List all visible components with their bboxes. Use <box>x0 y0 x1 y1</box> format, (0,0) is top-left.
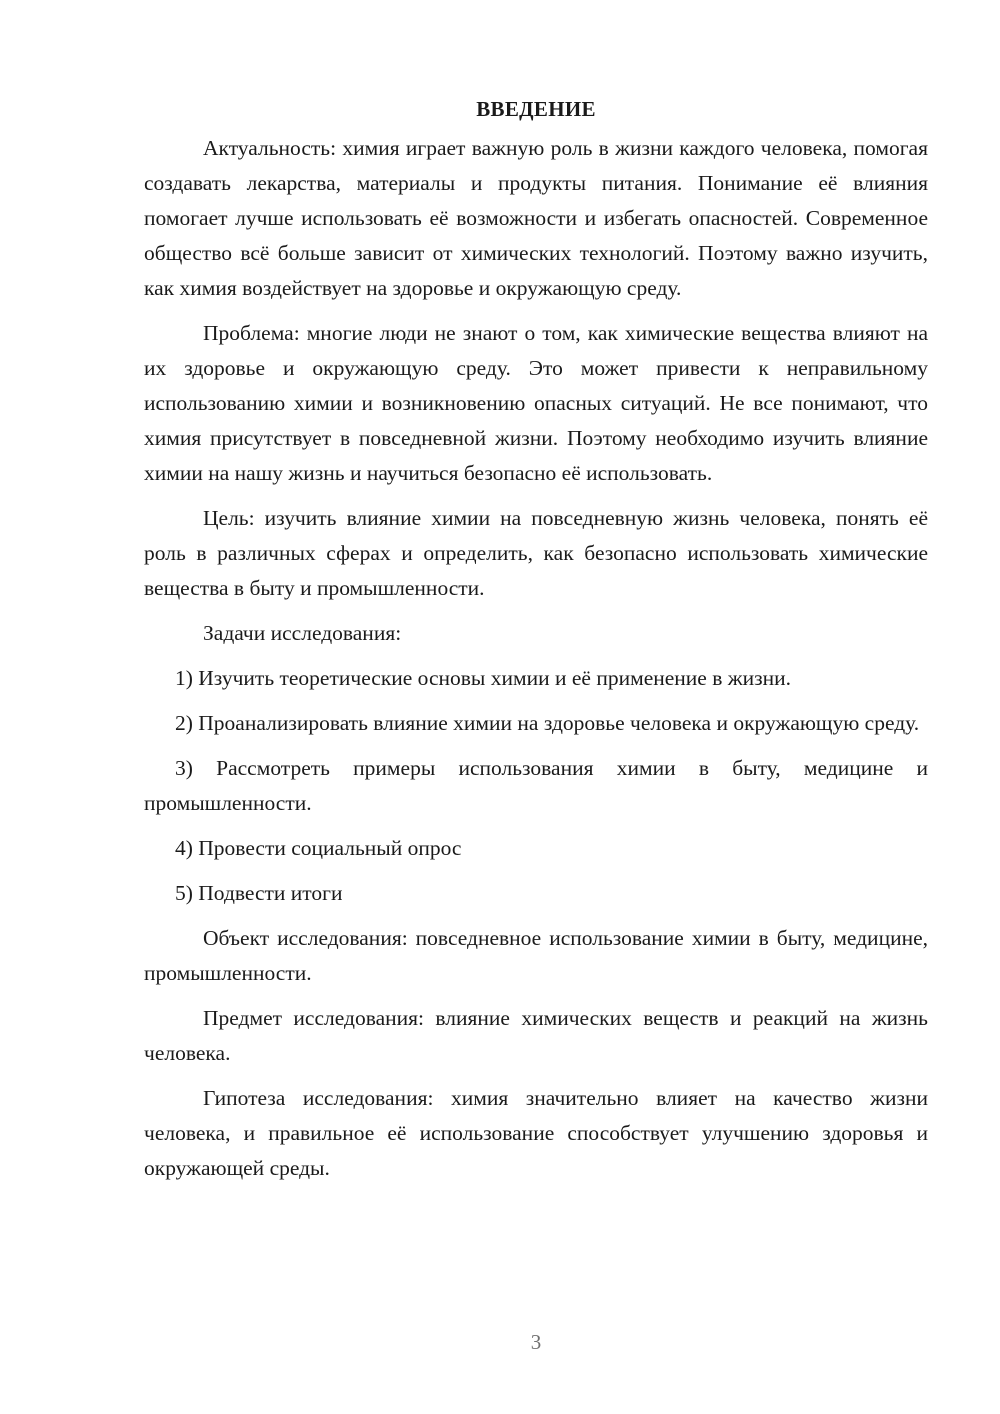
object-paragraph: Объект исследования: повседневное использование химии в быту, медицине, промышленности. <box>144 926 928 985</box>
task-item: 4) Провести социальный опрос <box>175 836 462 860</box>
page-title: ВВЕДЕНИЕ <box>476 97 596 121</box>
tasks-heading: Задачи исследования: <box>203 621 402 645</box>
task-item: 5) Подвести итоги <box>175 881 343 905</box>
problem-paragraph: Проблема: многие люди не знают о том, как химические вещества влияют на их здоровье и окружающую среду. Это может привести к неправильному использованию химии и возникновению опасных ситуаций. Не все понимают, что химия присутствует в повседневной жизни. Поэтому необходимо изучить влияние химии на нашу жизнь и научиться безопасно её использовать. <box>144 321 928 485</box>
tasks-list <box>144 661 928 911</box>
page-number: 3 <box>530 1330 542 1354</box>
task-item: 2) Проанализировать влияние химии на здоровье человека и окружающую среду. <box>175 711 920 735</box>
task-item: 3) Рассмотреть примеры использования химии в быту, медицине и промышленности. <box>144 756 928 815</box>
relevance-paragraph: Актуальность: химия играет важную роль в жизни каждого человека, помогая создавать лекарства, материалы и продукты питания. Понимание её влияния помогает лучше использовать её возможности и избегать опасностей. Современное общество всё больше зависит от химических технологий. Поэтому важно изучить, как химия воздействует на здоровье и окружающую среду. <box>144 136 928 300</box>
hypothesis-paragraph: Гипотеза исследования: химия значительно влияет на качество жизни человека, и правильное её использование способствует улучшению здоровья и окружающей среды. <box>144 1086 928 1180</box>
goal-paragraph: Цель: изучить влияние химии на повседневную жизнь человека, понять её роль в различных сферах и определить, как безопасно использовать химические вещества в быту и промышленности. <box>144 506 928 600</box>
subject-paragraph: Предмет исследования: влияние химических веществ и реакций на жизнь человека. <box>144 1006 928 1065</box>
task-item: 1) Изучить теоретические основы химии и её применение в жизни. <box>175 666 791 690</box>
page-content <box>144 92 928 1196</box>
